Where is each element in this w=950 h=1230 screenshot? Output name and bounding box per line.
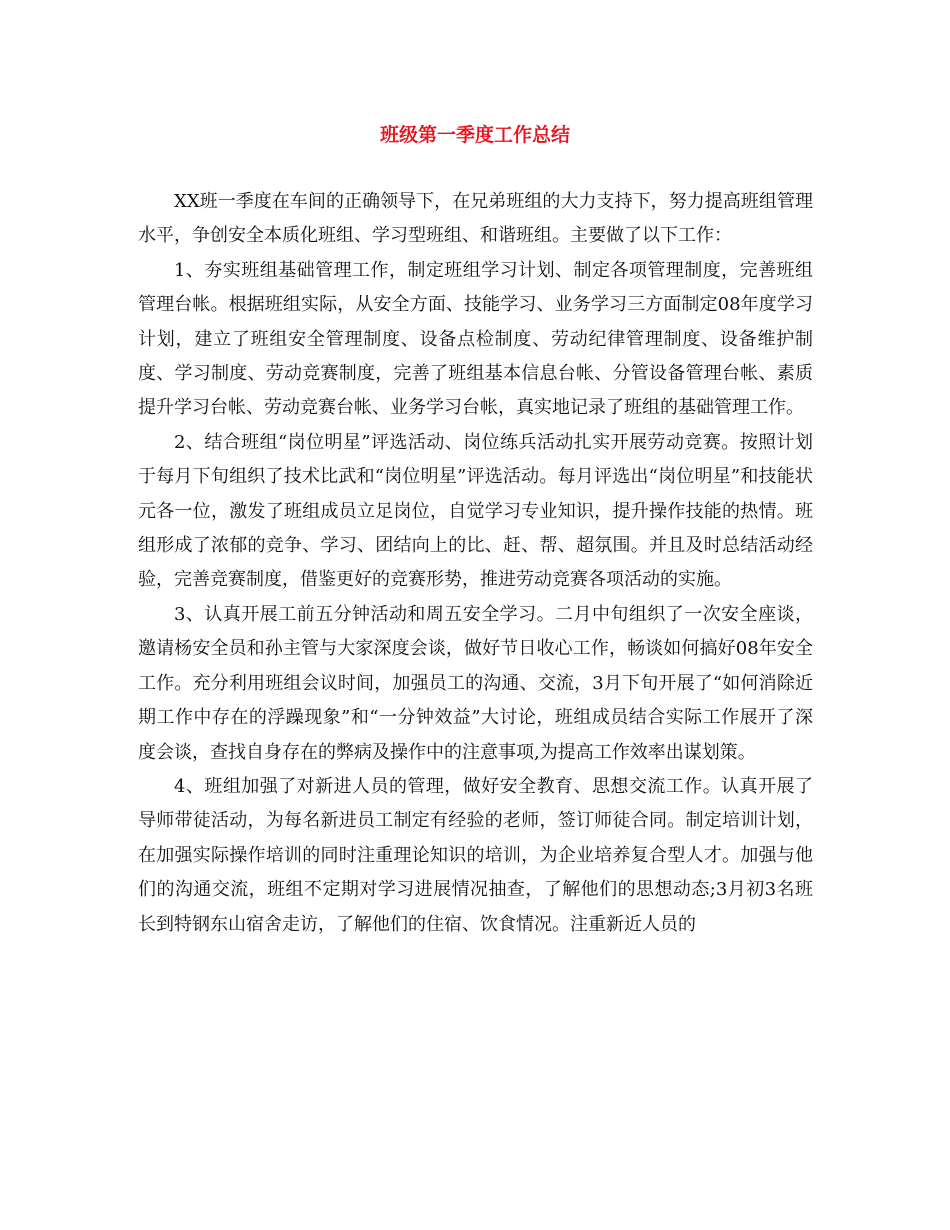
intro-paragraph: XX班一季度在车间的正确领导下，在兄弟班组的大力支持下，努力提高班组管理水平，争创安全本质化班组、学习型班组、和谐班组。主要做了以下工作： [138, 191, 813, 247]
document-title: 班级第一季度工作总结 [379, 124, 570, 146]
paragraph-item-3: 3、认真开展工前五分钟活动和周五安全学习。二月中旬组织了一次安全座谈，邀请杨安全员和孙主管与大家深度会谈，做好节日收心工作，畅谈如何搞好08年安全工作。充分利用班组会议时间，加强员工的沟通、交流，3月下旬开展了“如何消除近期工作中存在的浮躁现象”和“一分钟效益”大讨论，班组成员结合实际工作展开了深度会谈，查找自身存在的弊病及操作中的注意事项,为提高工作效率出谋划策。 [138, 603, 813, 763]
paragraph-item-1: 1、夯实班组基础管理工作，制定班组学习计划、制定各项管理制度，完善班组管理台帐。根据班组实际，从安全方面、技能学习、业务学习三方面制定08年度学习计划，建立了班组安全管理制度、设备点检制度、劳动纪律管理制度、设备维护制度、学习制度、劳动竞赛制度，完善了班组基本信息台帐、分管设备管理台帐、素质提升学习台帐、劳动竞赛台帐、业务学习台帐，真实地记录了班组的基础管理工作。 [138, 259, 813, 419]
document-body [138, 185, 813, 942]
paragraph-item-2: 2、结合班组“岗位明星”评选活动、岗位练兵活动扎实开展劳动竞赛。按照计划于每月下旬组织了技术比武和“岗位明星”评选活动。每月评选出“岗位明星”和技能状元各一位，激发了班组成员立足岗位，自觉学习专业知识，提升操作技能的热情。班组形成了浓郁的竞争、学习、团结向上的比、赶、帮、超氛围。并且及时总结活动经验，完善竞赛制度，借鉴更好的竞赛形势，推进劳动竞赛各项活动的实施。 [138, 431, 813, 591]
paragraph-item-4: 4、班组加强了对新进人员的管理，做好安全教育、思想交流工作。认真开展了导师带徒活动，为每名新进员工制定有经验的老师，签订师徒合同。制定培训计划，在加强实际操作培训的同时注重理论知识的培训，为企业培养复合型人才。加强与他们的沟通交流，班组不定期对学习进展情况抽查，了解他们的思想动态;3月初3名班长到特钢东山宿舍走访，了解他们的住宿、饮食情况。注重新近人员的 [138, 775, 813, 935]
